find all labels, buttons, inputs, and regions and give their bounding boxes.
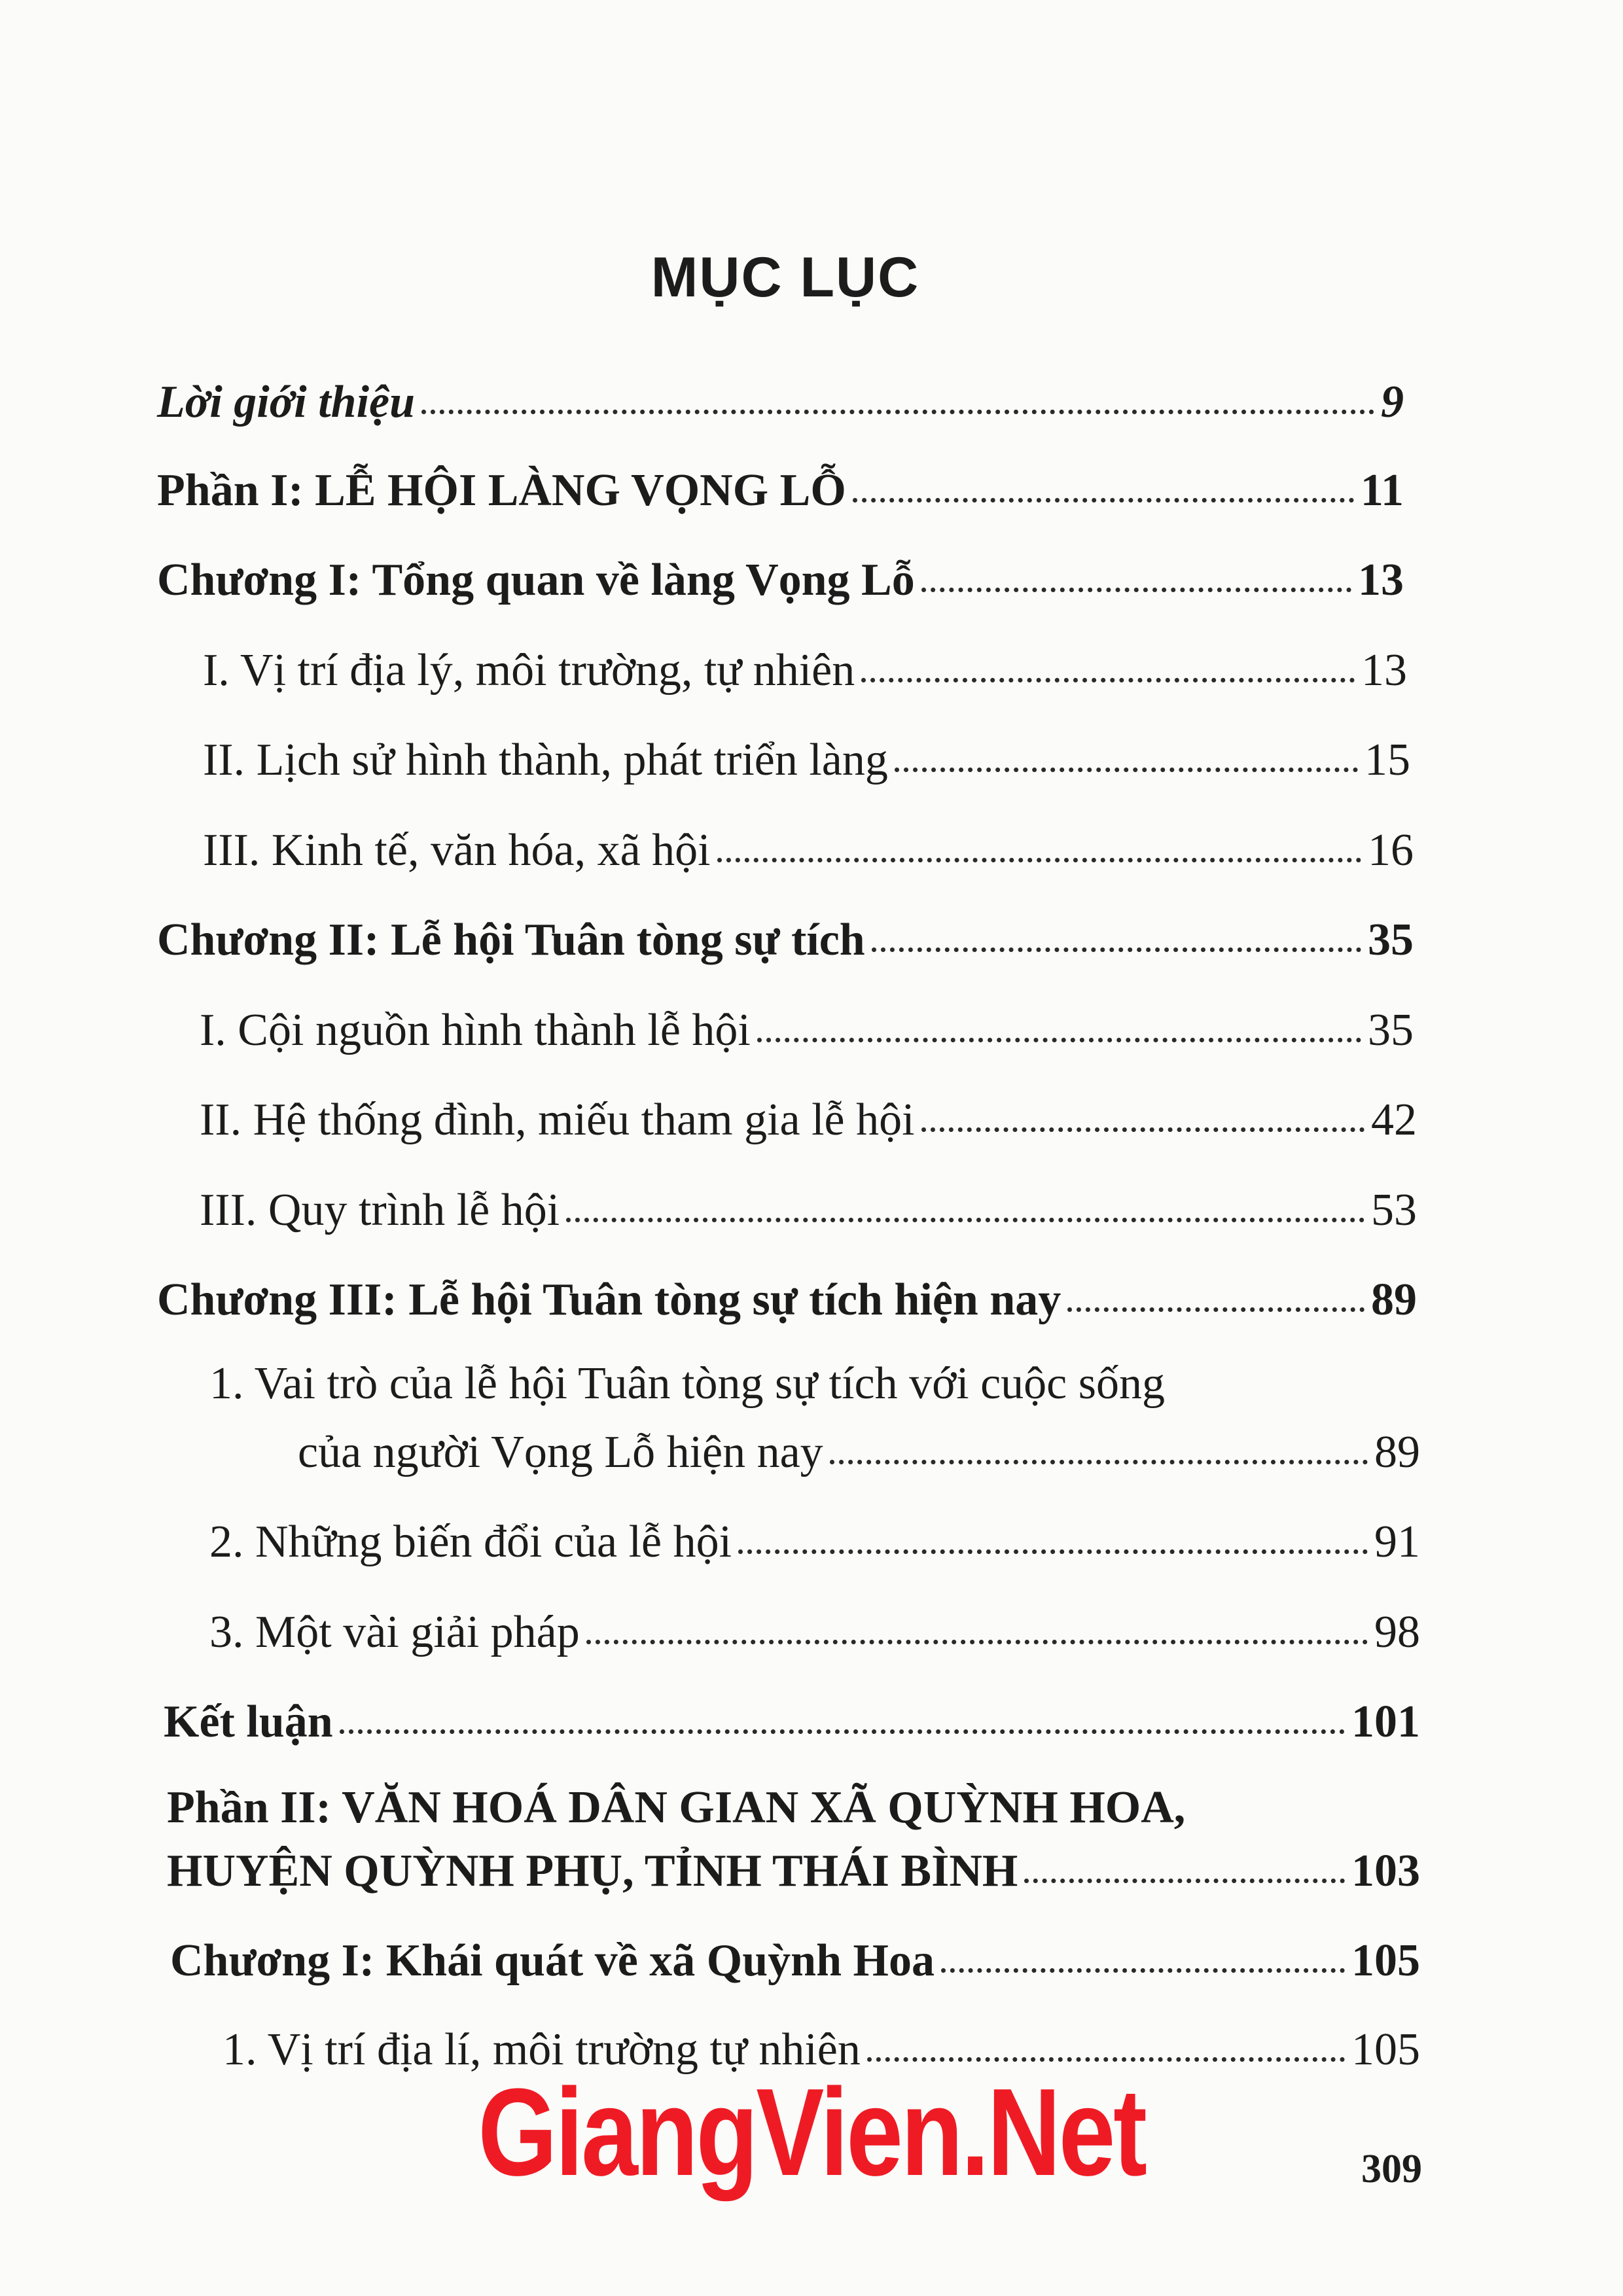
toc-entry-page: 13	[1358, 555, 1404, 605]
dot-leader	[340, 1729, 1345, 1734]
toc-entry-page: 103	[1351, 1846, 1420, 1896]
toc-entry-page: 13	[1361, 645, 1407, 696]
toc-entry-page: 98	[1374, 1607, 1420, 1657]
toc-entry-title: Chương II: Lễ hội Tuân tòng sự tích	[157, 915, 865, 965]
toc-entry	[157, 917, 1414, 963]
toc-entry-page: 16	[1368, 825, 1414, 875]
dot-leader	[895, 768, 1358, 772]
toc-entry-title: 1. Vị trí địa lí, môi trường tự nhiên	[223, 2024, 861, 2075]
toc-entry	[164, 1699, 1420, 1745]
toc-entry	[203, 645, 1407, 696]
dot-leader	[738, 1549, 1368, 1554]
toc-entry-title: Phần I: LỄ HỘI LÀNG VỌNG LỖ	[157, 465, 846, 516]
toc-entry-title: Chương III: Lễ hội Tuân tòng sự tích hiện nay	[157, 1275, 1061, 1325]
toc-entry	[203, 825, 1414, 875]
toc-entry-page: 42	[1371, 1095, 1417, 1145]
dot-leader	[586, 1640, 1368, 1644]
toc-entry-page: 91	[1374, 1517, 1420, 1567]
toc-entry	[157, 1277, 1417, 1323]
toc-entry-page: 89	[1371, 1275, 1417, 1325]
toc-entry	[170, 1935, 1420, 1986]
watermark-text: GiangVien.Net	[478, 2063, 1145, 2202]
toc-entry	[200, 1097, 1417, 1143]
toc-entry	[200, 1185, 1417, 1235]
dot-leader	[1067, 1307, 1364, 1312]
dot-leader	[941, 1968, 1345, 1973]
dot-leader	[921, 1127, 1364, 1132]
toc-entry	[298, 1427, 1420, 1477]
toc-entry-page: 105	[1351, 1935, 1420, 1986]
dot-leader	[853, 498, 1354, 503]
toc-entry-title: Chương I: Khái quát về xã Quỳnh Hoa	[170, 1935, 935, 1986]
toc-entry-title: Chương I: Tổng quan về làng Vọng Lỗ	[157, 555, 915, 605]
toc-entry-title: II. Hệ thống đình, miếu tham gia lễ hội	[200, 1095, 915, 1145]
toc-entry-title: II. Lịch sử hình thành, phát triển làng	[203, 735, 888, 785]
toc-entry-title: III. Quy trình lễ hội	[200, 1185, 560, 1235]
toc-entry-title: 2. Những biến đổi của lễ hội	[209, 1517, 732, 1567]
dot-leader	[1024, 1879, 1345, 1883]
toc-entry-page: 9	[1381, 377, 1404, 427]
toc-entry-page: 53	[1371, 1185, 1417, 1235]
toc-entry	[157, 557, 1404, 603]
dot-leader	[861, 678, 1355, 682]
toc-entry	[209, 1519, 1420, 1565]
dot-leader	[566, 1218, 1364, 1222]
toc-entry-title: Lời giới thiệu	[157, 377, 416, 427]
toc-entry-page: 101	[1351, 1697, 1420, 1747]
dot-leader	[830, 1460, 1368, 1464]
toc-entry-title: I. Cội nguồn hình thành lễ hội	[200, 1005, 751, 1055]
toc-entry-page: 105	[1351, 2024, 1420, 2075]
dot-leader	[717, 858, 1361, 862]
toc-entry	[200, 1005, 1414, 1055]
toc-entry-page: 35	[1368, 915, 1414, 965]
toc-entry-page: 11	[1360, 465, 1404, 516]
toc-entry-title: của người Vọng Lỗ hiện nay	[298, 1427, 823, 1477]
toc-entry-page: 89	[1374, 1427, 1420, 1477]
dot-leader	[757, 1038, 1361, 1042]
toc-entry-title: Kết luận	[164, 1697, 333, 1747]
dot-leader	[921, 588, 1351, 592]
toc-entry-title: III. Kinh tế, văn hóa, xã hội	[203, 825, 711, 875]
toc-heading: MỤC LỤC	[651, 246, 920, 309]
dot-leader	[421, 410, 1374, 414]
toc-entry	[167, 1848, 1420, 1894]
toc-entry-title-line1: Phần II: VĂN HOÁ DÂN GIAN XÃ QUỲNH HOA,	[167, 1782, 1186, 1833]
toc-entry-page: 15	[1364, 735, 1410, 785]
page-number: 309	[1361, 2147, 1422, 2191]
toc-entry-page: 35	[1368, 1005, 1414, 1055]
toc-entry	[209, 1607, 1420, 1657]
toc-entry-title: HUYỆN QUỲNH PHỤ, TỈNH THÁI BÌNH	[167, 1846, 1018, 1896]
toc-entry-title: 3. Một vài giải pháp	[209, 1607, 580, 1657]
toc-entry	[157, 465, 1404, 516]
toc-entry	[157, 377, 1404, 427]
dot-leader	[872, 947, 1361, 952]
toc-entry-title: I. Vị trí địa lý, môi trường, tự nhiên	[203, 645, 855, 696]
toc-entry-title-line1: 1. Vai trò của lễ hội Tuân tòng sự tích với cuộc sống	[209, 1358, 1165, 1409]
toc-entry	[203, 737, 1410, 783]
